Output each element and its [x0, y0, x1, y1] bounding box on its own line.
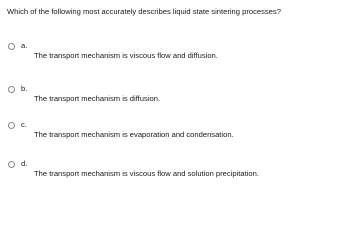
option-letter-d: d. — [21, 159, 28, 168]
question-text: Which of the following most accurately describes liquid state sintering processes? — [7, 7, 281, 16]
radio-button-d[interactable] — [8, 161, 15, 168]
option-letter-b: b. — [21, 84, 28, 93]
option-letter-a: a. — [21, 41, 28, 50]
option-text-c[interactable]: The transport mechanism is evaporation and condensation. — [34, 130, 234, 139]
answer-option-d[interactable] — [8, 158, 338, 188]
radio-button-c[interactable] — [8, 122, 15, 129]
answer-option-b[interactable] — [8, 83, 338, 113]
option-letter-c: c. — [21, 120, 27, 129]
answer-option-a[interactable] — [8, 40, 338, 70]
answer-option-c[interactable] — [8, 119, 338, 149]
radio-button-a[interactable] — [8, 43, 15, 50]
option-text-b[interactable]: The transport mechanism is diffusion. — [34, 94, 161, 103]
radio-button-b[interactable] — [8, 86, 15, 93]
option-text-d[interactable]: The transport mechanism is viscous flow and solution precipitation. — [34, 169, 259, 178]
option-text-a[interactable]: The transport mechanism is viscous flow and diffusion. — [34, 51, 218, 60]
